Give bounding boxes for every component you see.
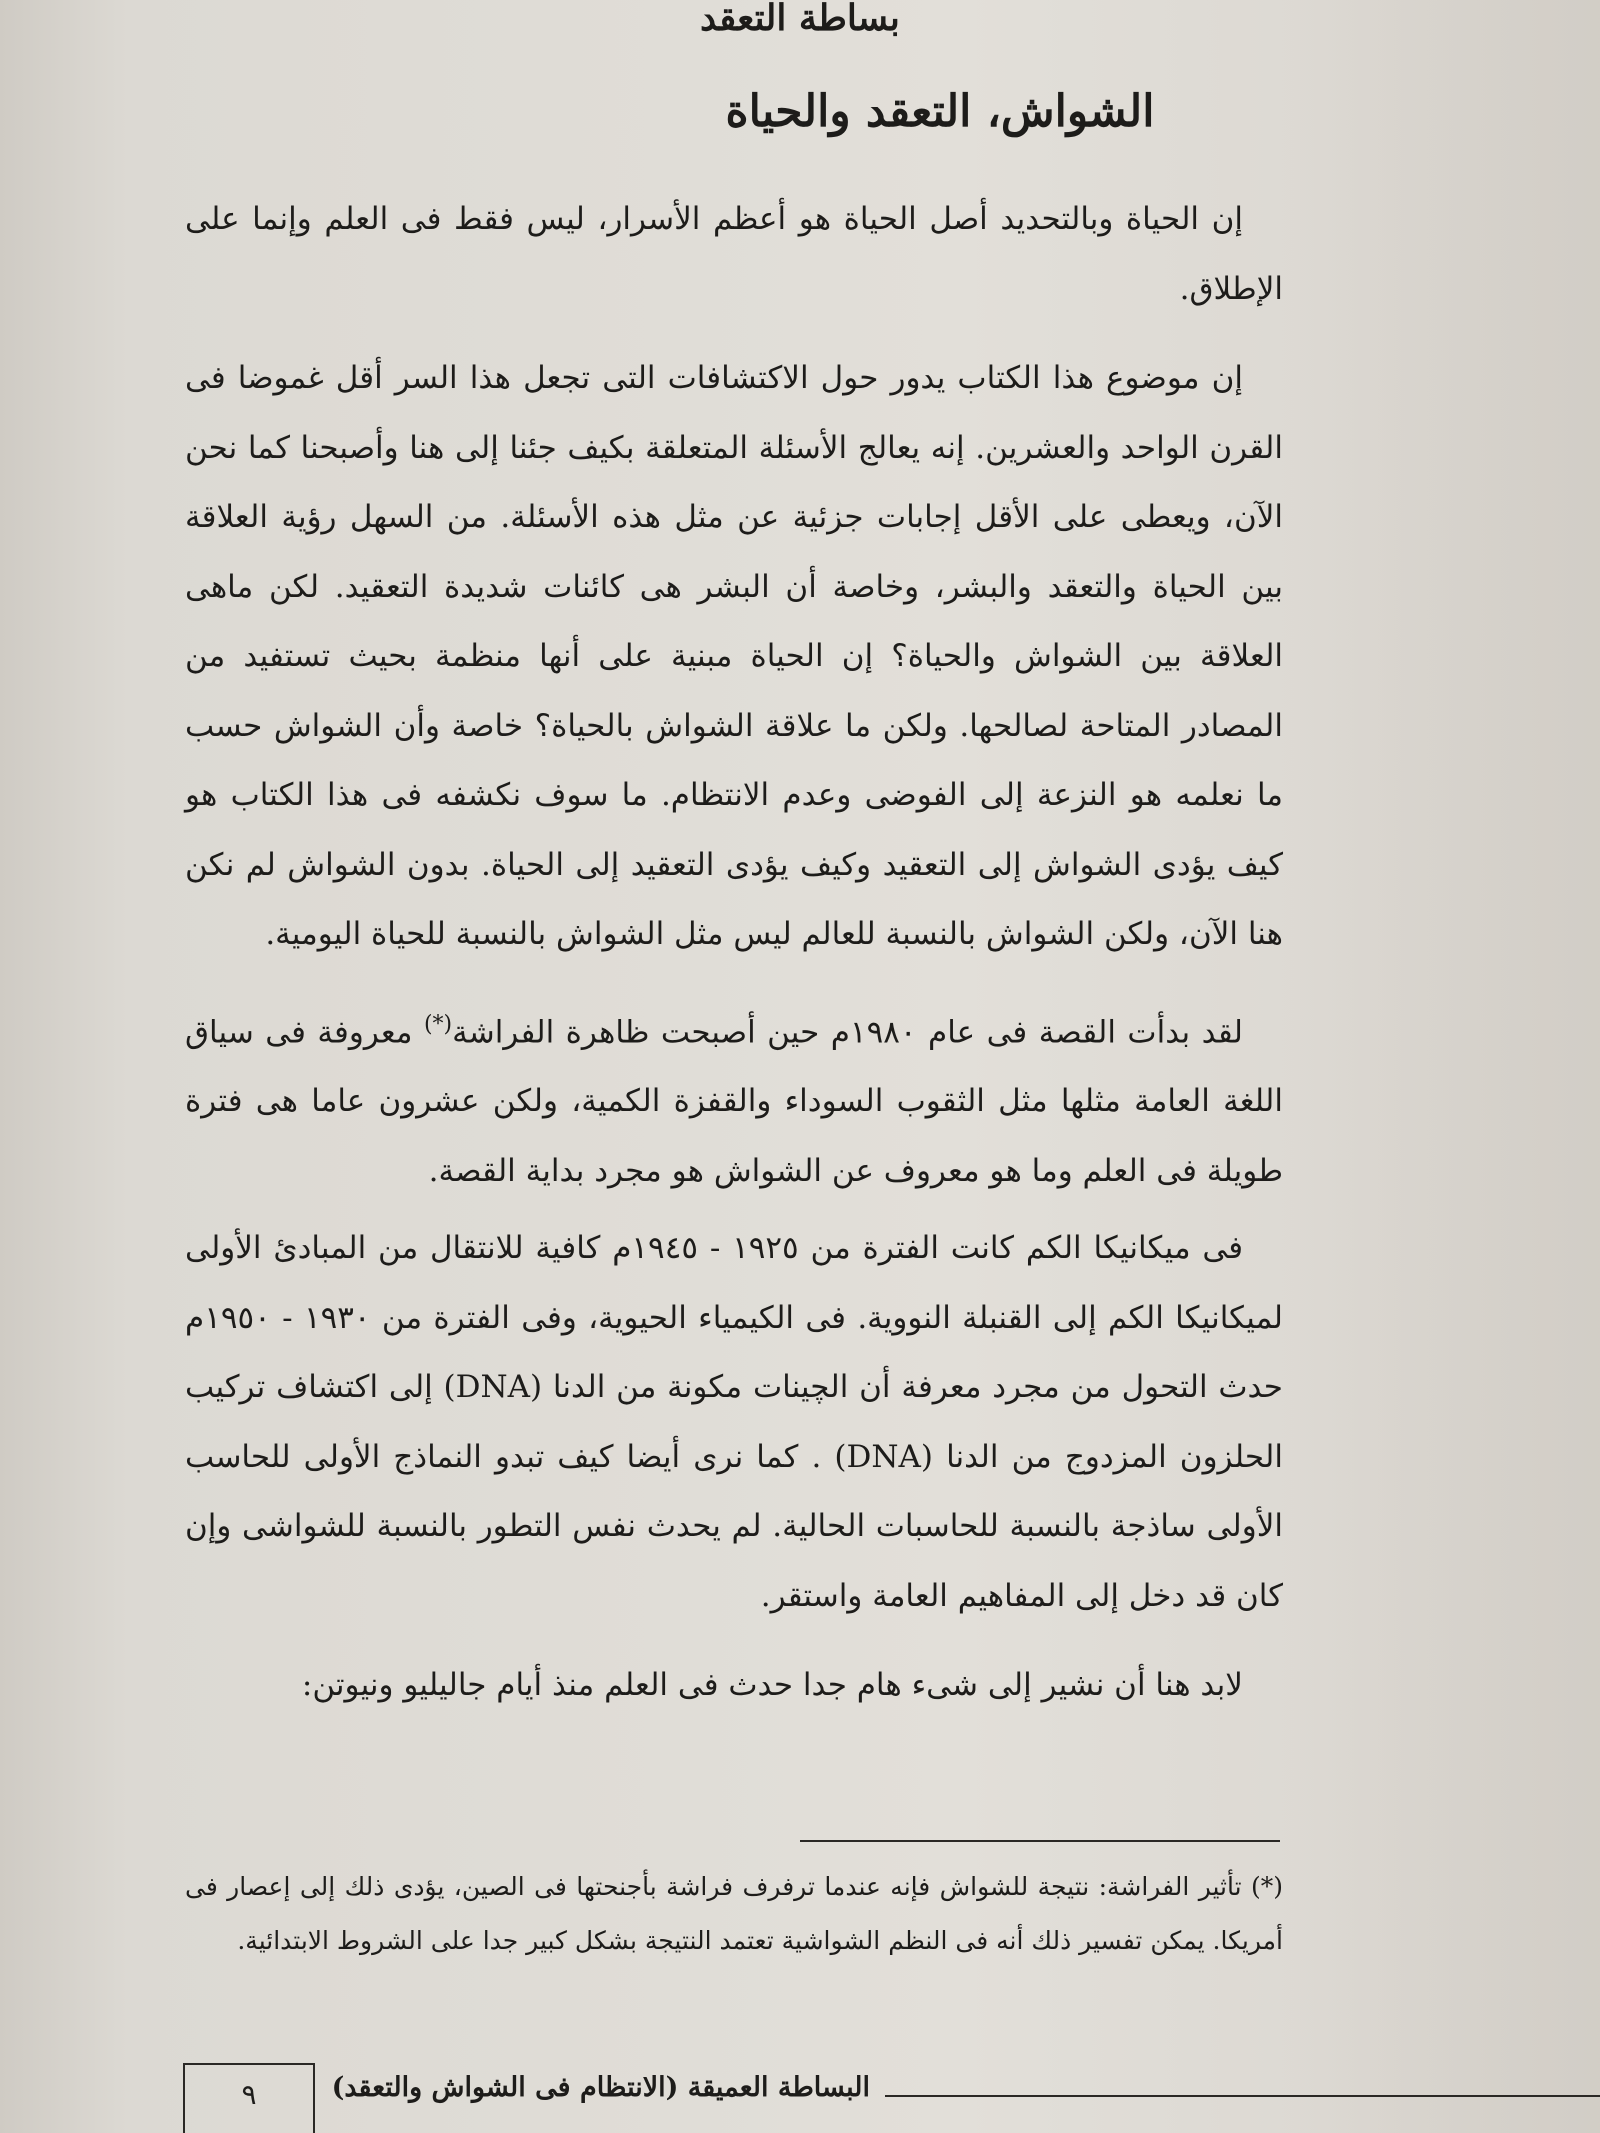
body-text [185,185,1283,1741]
paragraph-3-end: معروفة فى سياق اللغة العامة مثلها مثل الثقوب السوداء والقفزة الكمية، ولكن عشرون عاما هى فترة طويلة فى العلم وما هو معروف عن الشواش هو مجرد بداية القصة. [185,1013,1283,1189]
footnote: (*) تأثير الفراشة: نتيجة للشواش فإنه عندما ترفرف فراشة بأجنحتها فى الصين، يؤدى ذلك إلى إعصار فى أمريكا. يمكن تفسير ذلك أنه فى النظم الشواشية تعتمد النتيجة بشكل كبير جدا على الشروط الابتدائية. [185,1872,1283,1955]
paragraph-4: فى ميكانيكا الكم كانت الفترة من ١٩٢٥ - ١٩٤٥م كافية للانتقال من المبادئ الأولى لميكانيكا الكم إلى القنبلة النووية. فى الكيمياء الحيوية، وفى الفترة من ١٩٣٠ - ١٩٥٠م حدث التحول من مجرد معرفة أن الچينات مكونة من الدنا (DNA) إلى اكتشاف تركيب الحلزون المزدوج من الدنا (DNA) . كما نرى أيضا كيف تبدو النماذج الأولى للحاسب الأولى ساذجة بالنسبة للحاسبات الحالية. لم يحدث نفس التطور بالنسبة للشواشى وإن كان قد دخل إلى المفاهيم العامة واستقر. [185,1230,1283,1614]
footer-rule [885,2095,1600,2097]
paragraph-2: إن موضوع هذا الكتاب يدور حول الاكتشافات التى تجعل هذا السر أقل غموضا فى القرن الواحد والعشرين. إنه يعالج الأسئلة المتعلقة بكيف جئنا إلى هنا وأصبحنا كما نحن الآن، ويعطى على الأقل إجابات جزئية عن مثل هذه الأسئلة. من السهل رؤية العلاقة بين الحياة والتعقد والبشر، وخاصة أن البشر هى كائنات شديدة التعقيد. لكن ماهى العلاقة بين الشواش والحياة؟ إن الحياة مبنية على أنها منظمة بحيث تستفيد من المصادر المتاحة لصالحها. ولكن ما علاقة الشواش بالحياة؟ خاصة وأن الشواش حسب ما نعلمه هو النزعة إلى الفوضى وعدم الانتظام. ما سوف نكشفه فى هذا الكتاب هو كيف يؤدى الشواش إلى التعقيد وكيف يؤدى التعقيد إلى الحياة. بدون الشواش لم نكن هنا الآن، ولكن الشواش بالنسبة للعالم ليس مثل الشواش بالنسبة للحياة اليومية. [185,360,1283,952]
paragraph-3 [185,990,1283,1207]
paragraph-3-start: لقد بدأت القصة فى عام ١٩٨٠م حين أصبحت ظاهرة الفراشة [452,1013,1243,1050]
footnote-rule [800,1840,1280,1842]
facing-page-bleed [1300,0,1600,2133]
section-heading: بساطة التعقد [700,0,900,39]
chapter-title: الشواش، التعقد والحياة [725,86,1155,137]
page-footer [0,2060,1600,2133]
paragraph-1: إن الحياة وبالتحديد أصل الحياة هو أعظم الأسرار، ليس فقط فى العلم وإنما على الإطلاق. [185,201,1283,307]
footnote-marker: (*) [423,1011,453,1037]
page-number: ٩ [183,2063,315,2133]
running-head: البساطة العميقة (الانتظام فى الشواش والتعقد) [331,2072,870,2103]
paragraph-5: لابد هنا أن نشير إلى شىء هام جدا حدث فى العلم منذ أيام جاليليو ونيوتن: [301,1667,1243,1704]
